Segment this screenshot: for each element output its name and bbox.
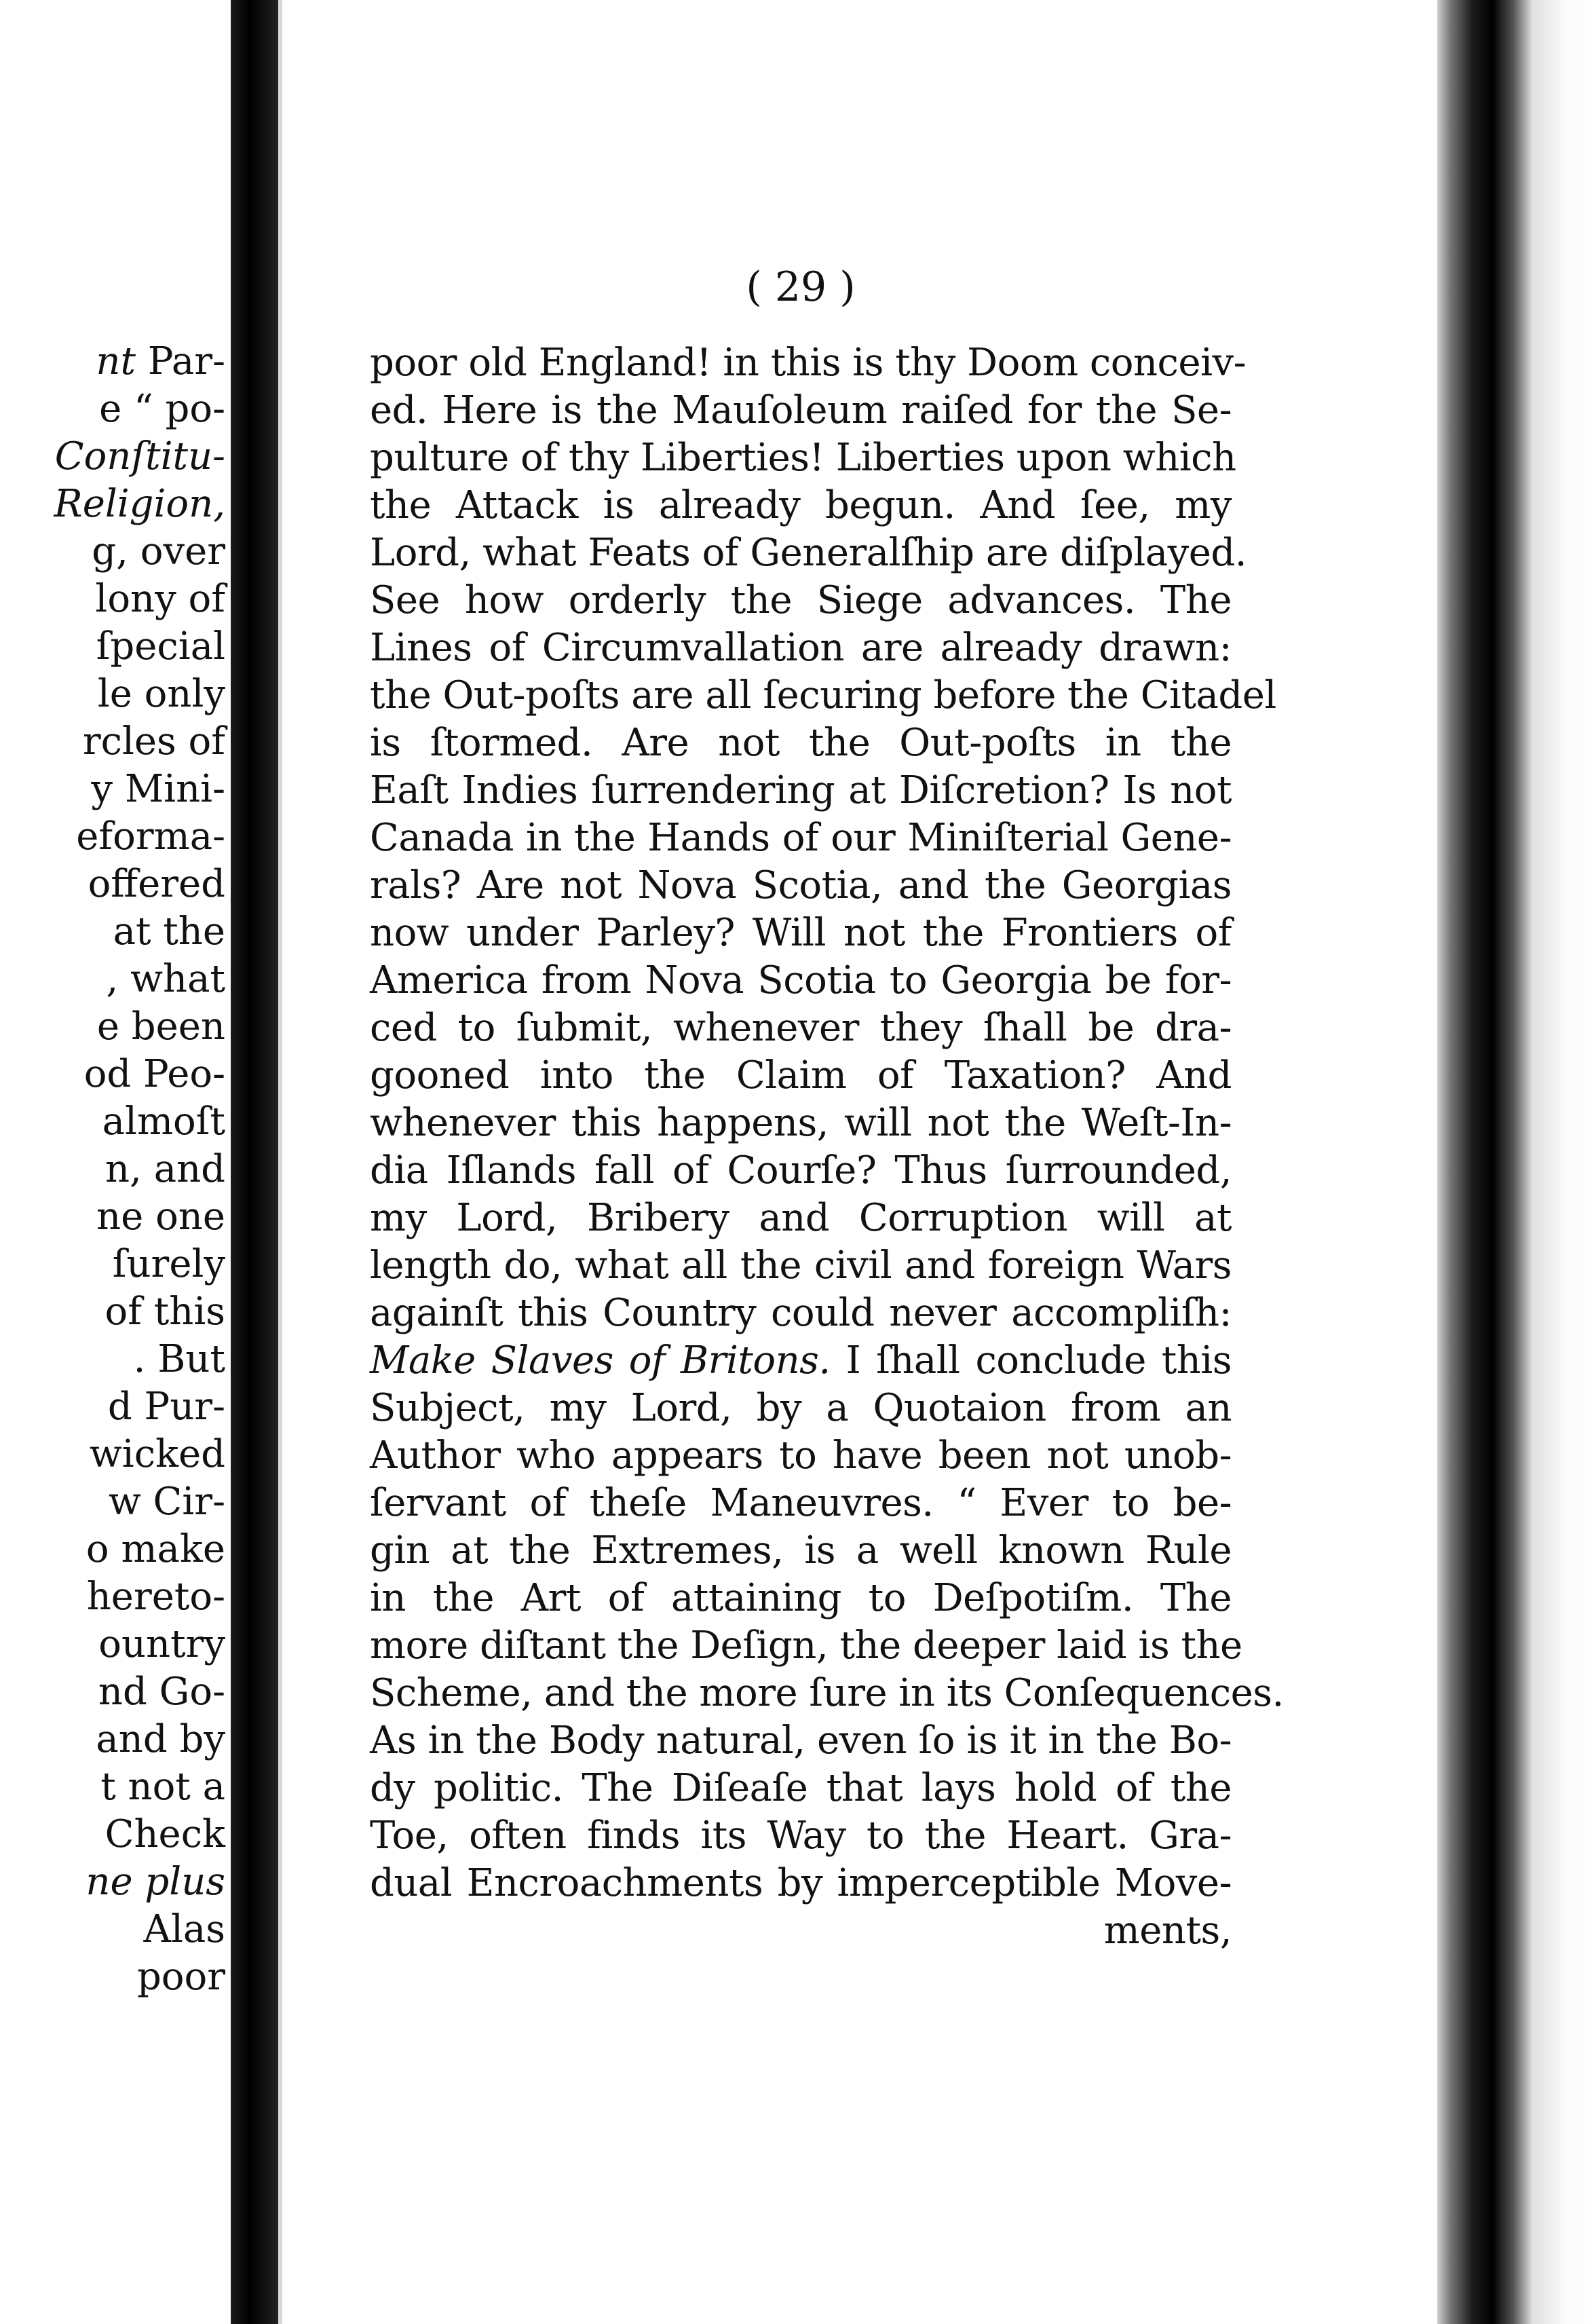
facing-page-line: ne plus <box>86 1860 225 1904</box>
facing-page-line: g, over <box>92 529 225 574</box>
text-line: ſervant of theſe Maneuvres. “ Ever to be- <box>370 1481 1232 1525</box>
facing-page-line: offered <box>88 862 225 906</box>
facing-page-line: w Cir- <box>108 1480 225 1524</box>
facing-page-line: n, and <box>105 1147 225 1191</box>
facing-page-line: Conſtitu- <box>54 434 225 479</box>
facing-page-line: poor <box>136 1955 225 1999</box>
facing-page-line: , what <box>106 957 225 1001</box>
text-line: Toe, often finds its Way to the Heart. Gra- <box>370 1814 1232 1858</box>
facing-page-line: wicked <box>89 1432 225 1476</box>
text-line: ced to ſubmit, whenever they ſhall be dra- <box>370 1006 1232 1050</box>
facing-page-line: d Pur- <box>107 1385 225 1429</box>
facing-page-line: od Peo- <box>83 1052 225 1096</box>
text-line-with-italic <box>370 1337 1232 1385</box>
facing-page-line: ſurely <box>112 1242 225 1286</box>
facing-page-line: of this <box>104 1290 225 1334</box>
catchword: ments, <box>1103 1909 1232 1953</box>
text-line: As in the Body natural, even ſo is it in the Bo- <box>370 1719 1232 1763</box>
left-gutter-shadow <box>231 0 278 2324</box>
text-line: whenever this happens, will not the Weſt-In- <box>370 1101 1232 1145</box>
text-line: the Attack is already begun. And ſee, my <box>370 483 1232 527</box>
facing-page-line: ountry <box>98 1622 225 1666</box>
facing-page-line: eforma- <box>76 814 225 859</box>
facing-page-line: nt Par- <box>96 339 225 383</box>
facing-page-line: and by <box>96 1717 225 1761</box>
facing-page-line: rcles of <box>82 719 225 764</box>
italic-phrase: Make Slaves of Britons. <box>370 1338 831 1383</box>
facing-page-line: Alas <box>143 1907 225 1951</box>
text-line: Scheme, and the more ſure in its Conſequences. <box>370 1671 1284 1715</box>
facing-page-line: almoſt <box>102 1100 225 1144</box>
text-line: againſt this Country could never accompliſh: <box>370 1291 1232 1335</box>
page-number: ( 29 ) <box>746 263 856 311</box>
facing-page-line: y Mini- <box>91 767 225 811</box>
page-edge <box>278 0 282 2324</box>
text-line: dia Iſlands fall of Courſe? Thus ſurrounded, <box>370 1148 1232 1193</box>
text-line: Lord, what Feats of Generalſhip are diſplayed. <box>370 531 1247 575</box>
facing-page-line: ſpecial <box>96 624 225 669</box>
facing-page-line: le only <box>97 672 225 716</box>
text-line: poor old England! in this is thy Doom conceiv- <box>370 341 1247 385</box>
text-line: dy politic. The Diſeaſe that lays hold of the <box>370 1766 1232 1810</box>
text-line: is ſtormed. Are not the Out-poſts in the <box>370 721 1232 765</box>
text-line: rals? Are not Nova Scotia, and the Georgias <box>370 863 1232 907</box>
text-line: pulture of thy Liberties! Liberties upon which <box>370 436 1236 480</box>
facing-page-line: Check <box>104 1812 225 1856</box>
text-line: See how orderly the Siege advances. The <box>370 578 1232 622</box>
facing-page-left <box>0 0 231 2324</box>
text-line-rest: I ſhall conclude this <box>830 1338 1232 1383</box>
facing-page-line: Religion, <box>54 482 225 526</box>
text-line: Lines of Circumvallation are already drawn: <box>370 626 1232 670</box>
text-line: gooned into the Claim of Taxation? And <box>370 1053 1232 1098</box>
text-line: more diſtant the Deſign, the deeper laid is the <box>370 1624 1242 1668</box>
text-line: Subject, my Lord, by a Quotaion from an <box>370 1386 1232 1430</box>
text-line: ed. Here is the Mauſoleum raiſed for the Se- <box>370 388 1232 432</box>
facing-page-line: t not a <box>100 1765 225 1809</box>
facing-page-line: e “ po- <box>99 387 225 431</box>
text-line: my Lord, Bribery and Corruption will at <box>370 1196 1232 1240</box>
facing-page-line: e been <box>96 1005 225 1049</box>
text-line: length do, what all the civil and foreign Wars <box>370 1243 1232 1288</box>
facing-page-line: . But <box>133 1337 225 1381</box>
facing-page-line: lony of <box>95 577 225 621</box>
text-line: America from Nova Scotia to Georgia be for- <box>370 958 1232 1002</box>
text-line: now under Parley? Will not the Frontiers of <box>370 911 1232 955</box>
text-line: Canada in the Hands of our Miniſterial Gene- <box>370 816 1232 860</box>
text-line: the Out-poſts are all ſecuring before the Citadel <box>370 673 1276 717</box>
page-body-text <box>370 339 1284 1955</box>
facing-page-line: ne one <box>96 1195 225 1239</box>
facing-page-line: hereto- <box>86 1575 225 1619</box>
text-line: gin at the Extremes, is a well known Rule <box>370 1529 1232 1573</box>
right-gutter-shadow <box>1437 0 1596 2324</box>
text-line: dual Encroachments by imperceptible Move- <box>370 1861 1232 1905</box>
facing-page-line: nd Go- <box>98 1670 225 1714</box>
text-line: Eaſt Indies ſurrendering at Diſcretion? Is not <box>370 768 1232 812</box>
text-line: in the Art of attaining to Deſpotiſm. The <box>370 1576 1232 1620</box>
text-line: Author who appears to have been not unob- <box>370 1433 1232 1478</box>
facing-page-line: o make <box>86 1527 225 1571</box>
facing-page-line: at the <box>113 910 225 954</box>
